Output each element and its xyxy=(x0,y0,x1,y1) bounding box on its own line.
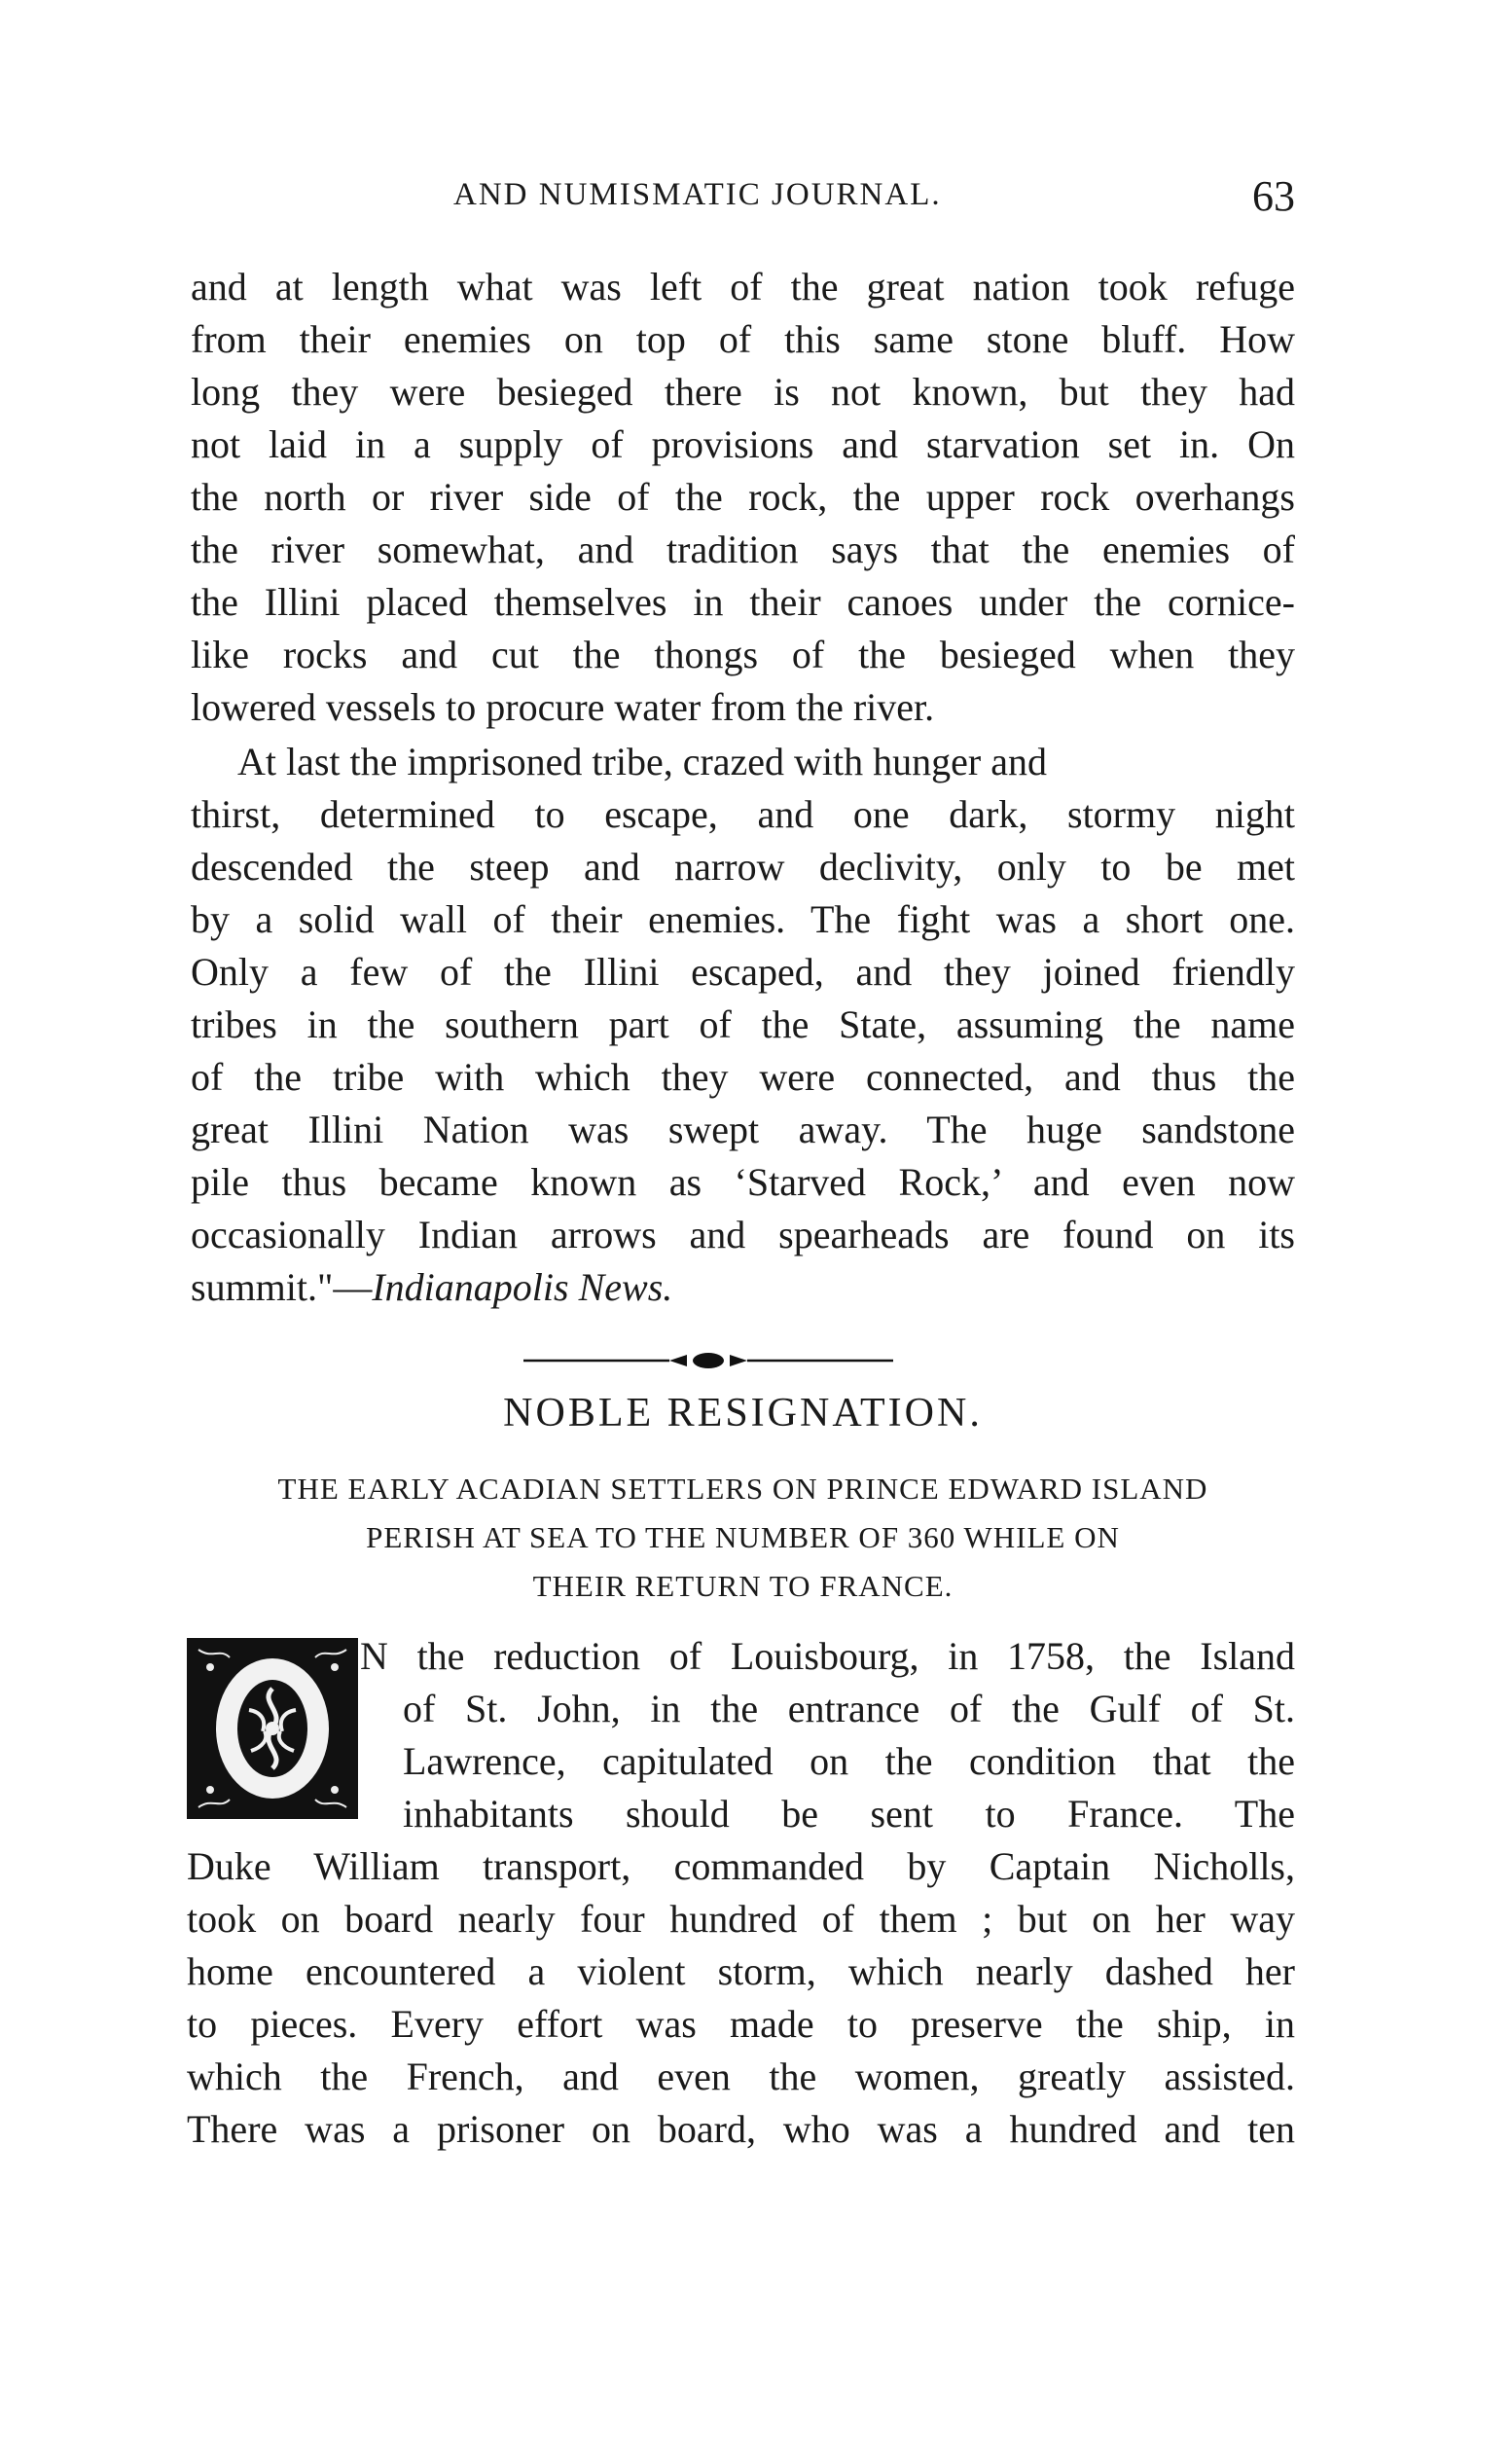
text-line: home encountered a violent storm, which nearly dashed her xyxy=(187,1949,1295,1993)
section-divider-ornament xyxy=(523,1351,893,1370)
text-line: N the reduction of Louisbourg, in 1758, the Island xyxy=(360,1634,1295,1678)
subtitle-line: THEIR RETURN TO FRANCE. xyxy=(532,1569,954,1603)
page-number: 63 xyxy=(1252,172,1295,220)
paragraph-starved-rock-1 xyxy=(191,261,1295,734)
text-line: the north or river side of the rock, the upper rock overhangs xyxy=(191,475,1295,519)
paragraph-starved-rock-2 xyxy=(191,736,1295,1314)
running-head-title: AND NUMISMATIC JOURNAL. xyxy=(453,177,942,212)
text-line: Only a few of the Illini escaped, and they joined friendly xyxy=(191,950,1295,994)
article-body xyxy=(187,1630,1295,2156)
text-line: Lawrence, capitulated on the condition that the xyxy=(403,1739,1295,1783)
text-line: of the tribe with which they were connected, and thus the xyxy=(191,1055,1295,1099)
subtitle-line: THE EARLY ACADIAN SETTLERS ON PRINCE EDWARD ISLAND xyxy=(277,1472,1208,1506)
text-line: took on board nearly four hundred of them ; but on her way xyxy=(187,1897,1295,1941)
text-line: like rocks and cut the thongs of the besieged when they xyxy=(191,633,1295,676)
text-line: of St. John, in the entrance of the Gulf of St. xyxy=(403,1687,1295,1730)
text-line: tribes in the southern part of the State, assuming the name xyxy=(191,1002,1295,1046)
article-subtitle xyxy=(181,1465,1305,1611)
text-line: the river somewhat, and tradition says that the enemies of xyxy=(191,527,1295,571)
text-line: At last the imprisoned tribe, crazed with hunger and xyxy=(237,740,1047,783)
text-line: long they were besieged there is not known, but they had xyxy=(191,370,1295,414)
text-line: There was a prisoner on board, who was a hundred and ten xyxy=(187,2107,1295,2151)
text-line: thirst, determined to escape, and one dark, stormy night xyxy=(191,792,1295,836)
text-line: not laid in a supply of provisions and starvation set in. On xyxy=(191,422,1295,466)
text-line: pile thus became known as ‘Starved Rock,’ and even now xyxy=(191,1160,1295,1204)
citation-source: Indianapolis News. xyxy=(372,1265,673,1309)
text-line: the Illini placed themselves in their canoes under the cornice- xyxy=(191,580,1295,624)
subtitle-line: PERISH AT SEA TO THE NUMBER OF 360 WHILE ON xyxy=(366,1520,1120,1554)
text-line: from their enemies on top of this same stone bluff. How xyxy=(191,317,1295,361)
text-line: Duke William transport, commanded by Captain Nicholls, xyxy=(187,1844,1295,1888)
running-head xyxy=(191,172,1295,236)
text-line: and at length what was left of the great nation took refuge xyxy=(191,265,1295,309)
text-line: great Illini Nation was swept away. The huge sandstone xyxy=(191,1108,1295,1151)
text-line: descended the steep and narrow declivity, only to be met xyxy=(191,845,1295,889)
text-line: occasionally Indian arrows and spearheads are found on its xyxy=(191,1213,1295,1256)
text-line: by a solid wall of their enemies. The fight was a short one. xyxy=(191,897,1295,941)
text-line: which the French, and even the women, greatly assisted. xyxy=(187,2055,1295,2098)
text-line: inhabitants should be sent to France. The xyxy=(403,1792,1295,1836)
text-line-citation xyxy=(191,1261,1295,1314)
article-title: NOBLE RESIGNATION. xyxy=(503,1391,983,1436)
text-line: lowered vessels to procure water from the river. xyxy=(191,685,935,729)
text-line: to pieces. Every effort was made to preserve the ship, in xyxy=(187,2002,1295,2046)
last-line-text: summit."— xyxy=(191,1265,373,1309)
